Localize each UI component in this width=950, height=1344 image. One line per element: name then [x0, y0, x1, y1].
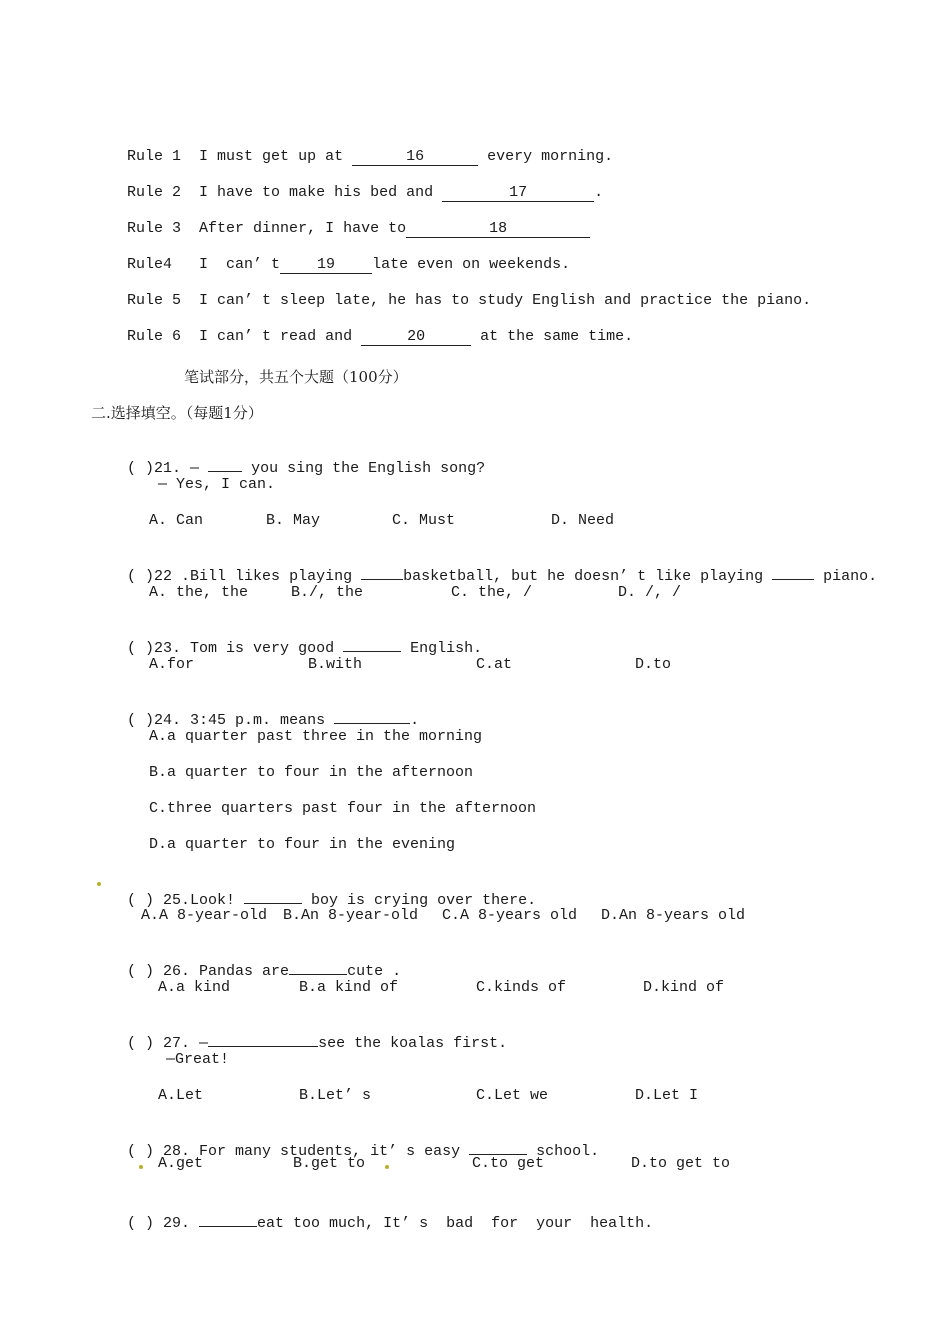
question-number: ( ) 28. [127, 1143, 191, 1160]
question-text: 3:45 p.m. means [190, 712, 335, 729]
question-text-mid: basketball, but he doesn’ t like playing [403, 568, 773, 585]
question-text-end: eat too much, It’ s bad for your health. [257, 1215, 654, 1232]
question-text-end: cute . [347, 963, 402, 980]
question-text-end: piano. [814, 568, 878, 585]
answer-blank[interactable] [772, 579, 814, 580]
option-c[interactable]: C.Let we [476, 1087, 549, 1104]
answer-blank-20[interactable] [361, 328, 471, 346]
rule-text-end: . [594, 184, 604, 201]
rule-text-end: at the same time. [471, 328, 634, 345]
rule-text: After dinner, I have to [199, 220, 407, 237]
blank-number: 19 [317, 256, 336, 273]
option-c[interactable]: C.three quarters past four in the afternoon [149, 800, 537, 817]
answer-blank[interactable] [199, 1226, 257, 1227]
rule-text: I have to make his bed and [199, 184, 443, 201]
question-text: .Bill likes playing [181, 568, 362, 585]
blank-number: 18 [489, 220, 508, 237]
option-a[interactable]: A.A 8-year-old [141, 907, 268, 924]
option-d[interactable]: D.to get to [631, 1155, 731, 1172]
question-text-end: see the koalas first. [318, 1035, 508, 1052]
blank-number: 17 [509, 184, 528, 201]
section-heading-written: 笔试部分，共五个大题（100分） [184, 368, 408, 386]
question-29 [91, 1194, 653, 1254]
question-number: ( ) 26. [127, 963, 191, 980]
option-a[interactable]: A.get [158, 1155, 204, 1172]
option-d[interactable]: D.kind of [643, 979, 725, 996]
option-c[interactable]: C.to get [472, 1155, 545, 1172]
rule-label: Rule 1 [127, 148, 182, 165]
rule-text-end: every morning. [478, 148, 614, 165]
rule-label: Rule4 [127, 256, 173, 273]
option-b[interactable]: B. May [266, 512, 321, 529]
answer-blank[interactable] [361, 579, 403, 580]
option-d[interactable]: D.to [635, 656, 672, 673]
rule-label: Rule 3 [127, 220, 182, 237]
rule-text: I must get up at [199, 148, 353, 165]
stray-dot [139, 1165, 143, 1169]
blank-number: 16 [406, 148, 425, 165]
answer-blank[interactable] [343, 651, 401, 652]
answer-blank[interactable] [208, 1046, 318, 1047]
option-c[interactable]: C. Must [392, 512, 456, 529]
question-number: ( )23. [127, 640, 182, 657]
rule-text: I can’ t sleep late, he has to study English and practice the piano. [199, 292, 812, 309]
question-text-end: boy is crying over there. [302, 892, 537, 909]
rule-label: Rule 6 [127, 328, 182, 345]
question-text: Look! [190, 892, 245, 909]
option-c[interactable]: C.at [476, 656, 513, 673]
answer-blank[interactable] [208, 471, 242, 472]
option-c[interactable]: C.A 8-years old [442, 907, 578, 924]
answer-blank[interactable] [334, 723, 410, 724]
option-d[interactable]: D. Need [551, 512, 615, 529]
question-text: For many students, it’ s easy [199, 1143, 470, 1160]
option-d[interactable]: D. /, / [618, 584, 682, 601]
question-number: ( ) 25. [127, 892, 191, 909]
rule-text: I can’ t read and [199, 328, 362, 345]
option-a[interactable]: A.for [149, 656, 195, 673]
option-a[interactable]: A.a quarter past three in the morning [149, 728, 483, 745]
question-text-end: . [410, 712, 420, 729]
option-a[interactable]: A. Can [149, 512, 204, 529]
question-27 [91, 1014, 507, 1074]
option-a[interactable]: A.Let [158, 1087, 204, 1104]
option-b[interactable]: B.get to [293, 1155, 366, 1172]
option-a[interactable]: A.a kind [158, 979, 231, 996]
answer-blank[interactable] [289, 974, 347, 975]
question-text-end: school. [527, 1143, 600, 1160]
option-b[interactable]: B.with [308, 656, 363, 673]
option-d[interactable]: D.a quarter to four in the evening [149, 836, 456, 853]
option-b[interactable]: B.An 8-year-old [283, 907, 419, 924]
option-b[interactable]: B.a kind of [299, 979, 399, 996]
blank-number: 20 [407, 328, 426, 345]
question-text: — [199, 1035, 209, 1052]
rule-label: Rule 2 [127, 184, 182, 201]
question-text-end: English. [401, 640, 483, 657]
option-d[interactable]: D.An 8-years old [601, 907, 746, 924]
question-number: ( )21. [127, 460, 182, 477]
question-number: ( )24. [127, 712, 182, 729]
question-21-reply: — Yes, I can. [158, 476, 276, 493]
question-text-end: you sing the English song? [242, 460, 486, 477]
option-b[interactable]: B.Let’ s [299, 1087, 372, 1104]
section-heading-choice: 二.选择填空。（每题1分） [91, 404, 263, 422]
option-a[interactable]: A. the, the [149, 584, 249, 601]
option-b[interactable]: B.a quarter to four in the afternoon [149, 764, 474, 781]
question-number: ( ) 27. [127, 1035, 191, 1052]
option-c[interactable]: C.kinds of [476, 979, 567, 996]
rule-6 [91, 307, 633, 367]
question-27-reply: —Great! [166, 1051, 230, 1068]
question-number: ( )22 [127, 568, 173, 585]
question-text: — [190, 460, 209, 477]
option-b[interactable]: B./, the [291, 584, 364, 601]
question-text: Tom is very good [190, 640, 344, 657]
rule-text-end: late even on weekends. [372, 256, 571, 273]
option-c[interactable]: C. the, / [451, 584, 533, 601]
option-d[interactable]: D.Let I [635, 1087, 699, 1104]
rule-text: I can’ t [199, 256, 281, 273]
question-number: ( ) 29. [127, 1215, 191, 1232]
stray-dot [385, 1165, 389, 1169]
answer-blank[interactable] [244, 903, 302, 904]
question-21 [91, 439, 485, 499]
rule-label: Rule 5 [127, 292, 182, 309]
question-text: Pandas are [199, 963, 290, 980]
